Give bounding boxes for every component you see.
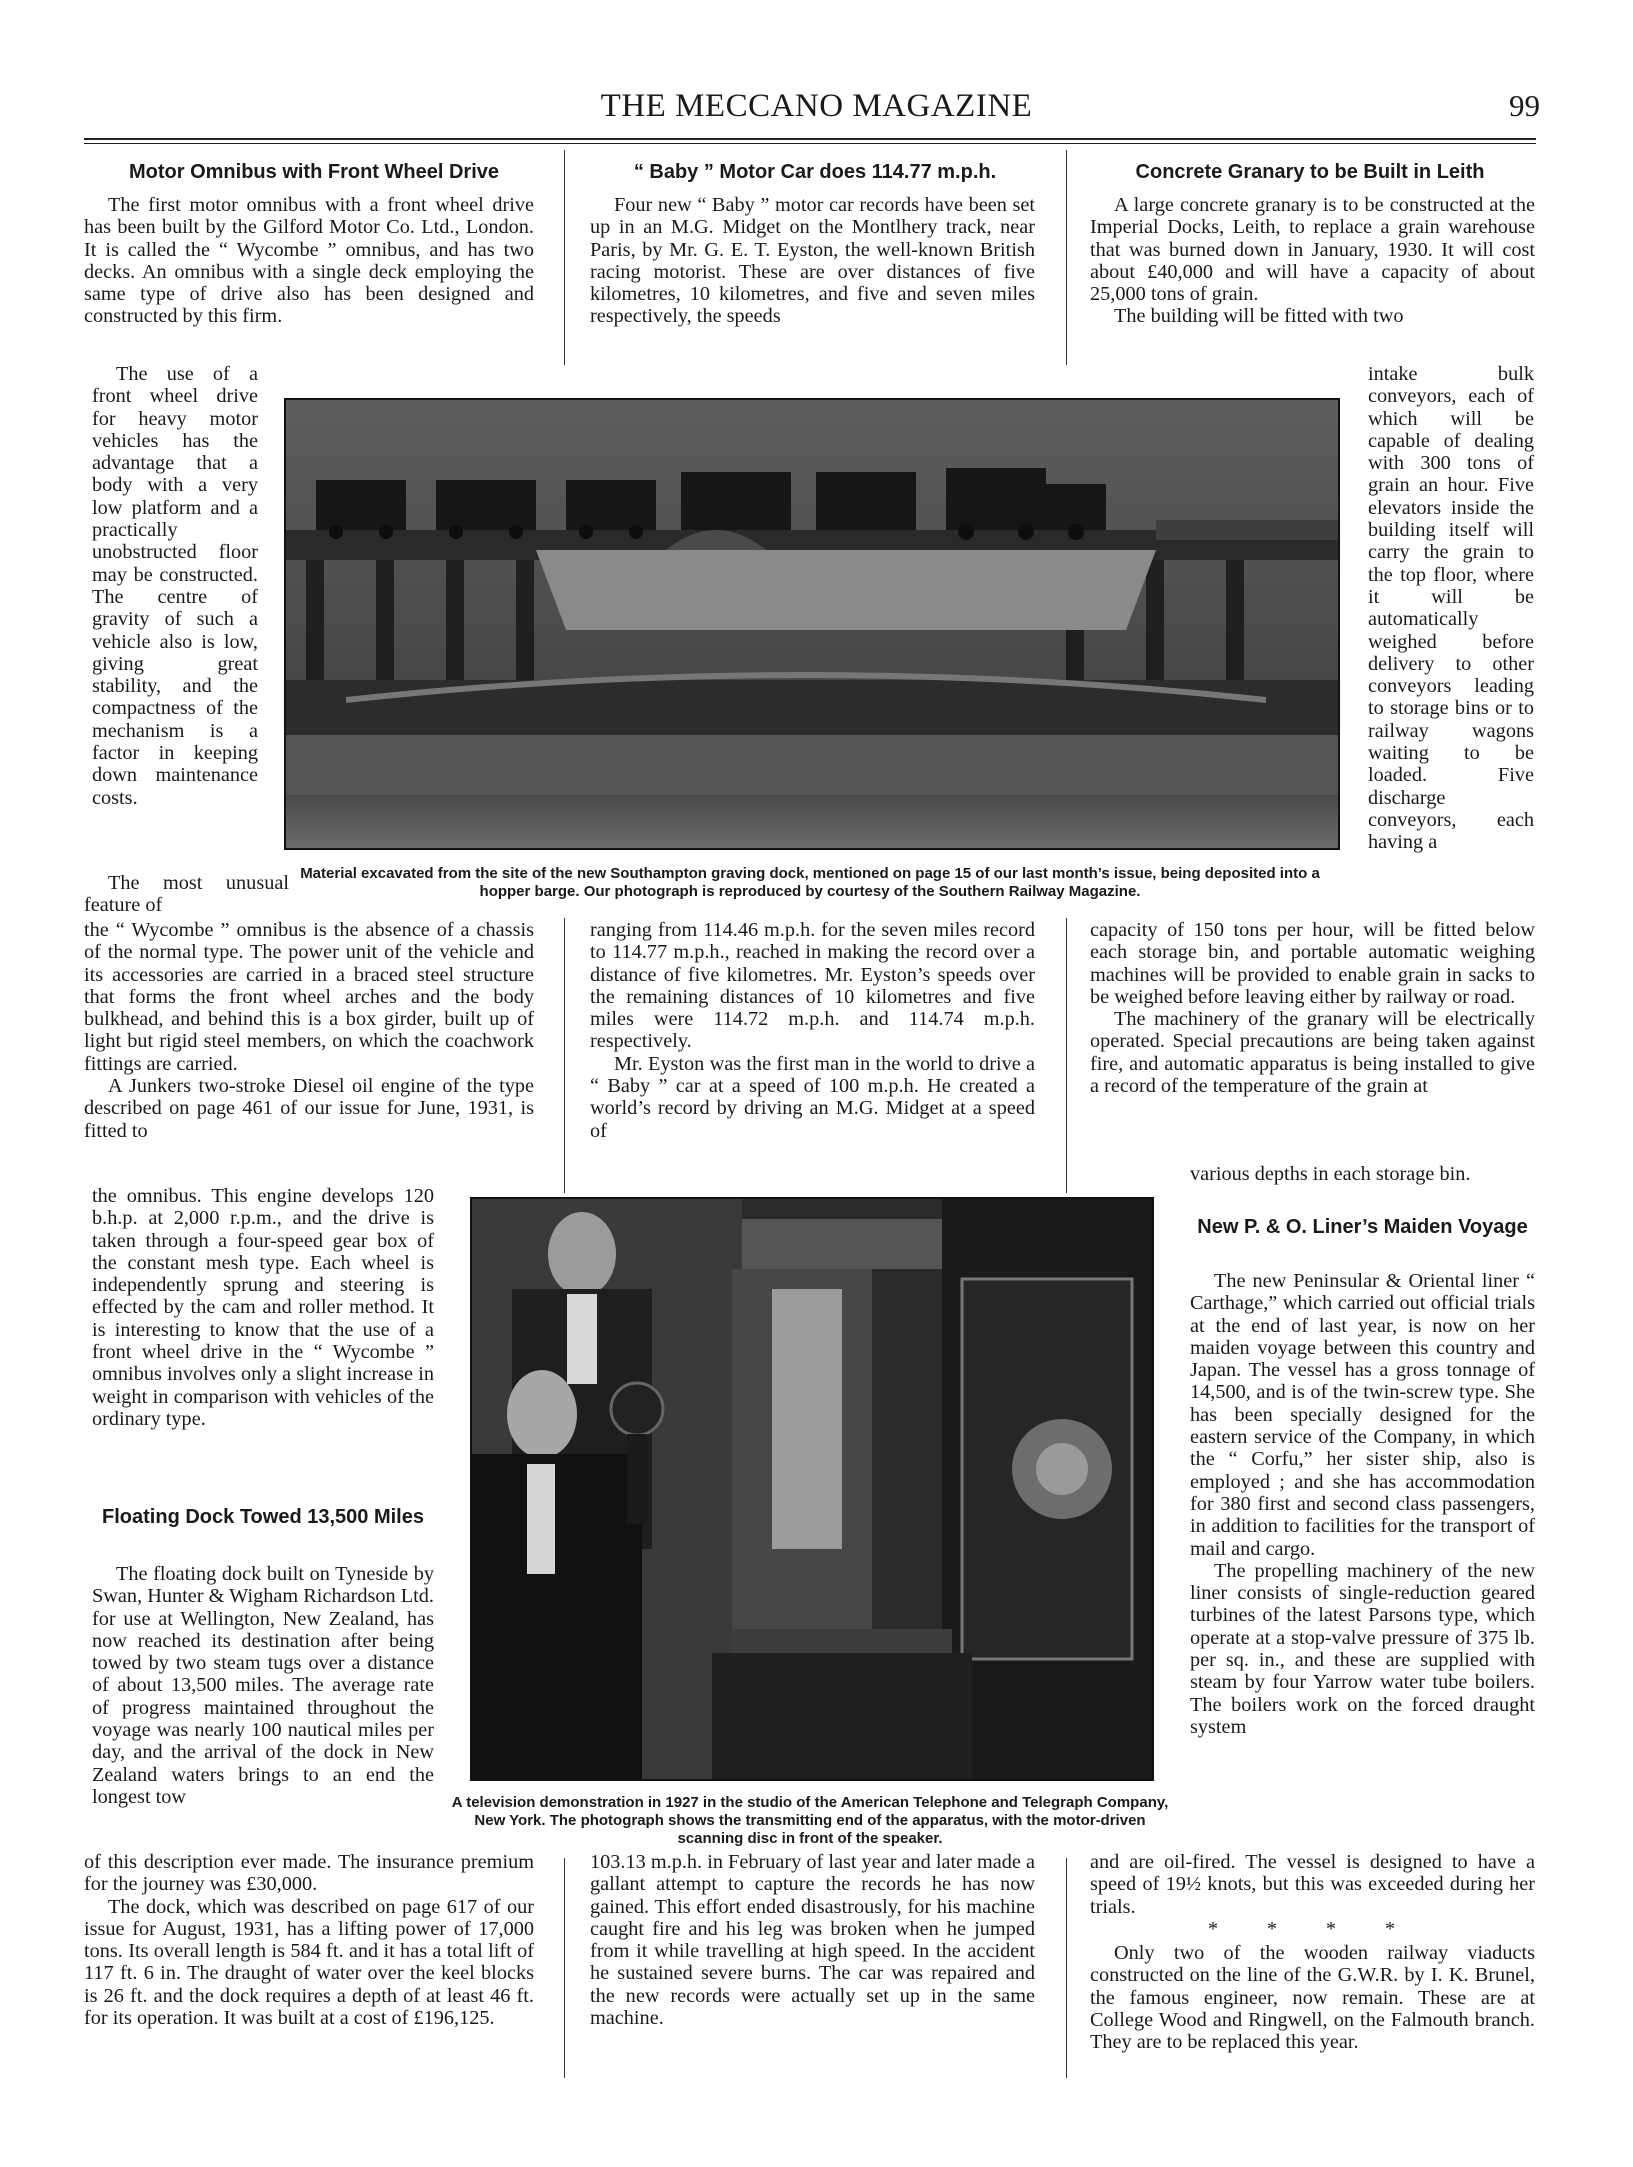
baby-car-intro (590, 194, 1035, 328)
granary-intro (1090, 194, 1535, 328)
granary-body (1090, 919, 1535, 1097)
omnibus-paragraph: The use of a front wheel drive for heavy motor vehicles has the advantage that a body with a very low platform and a practically unobstructed floor may be constructed. The centre of gravity of such a vehicle also is low, giving great stability, and the compactness of the mechanism is a factor in keeping down maintenance costs. (92, 363, 258, 809)
baby-car-paragraph: ranging from 114.46 m.p.h. for the seven miles record to 114.77 m.p.h., reached in making the record over a distance of five kilometres. Mr. Eyston’s speeds over the remaining distances of 10 kilometres and five miles were 114.72 m.p.h. and 114.74 m.p.h. respectively. (590, 919, 1035, 1053)
granary-paragraph: capacity of 150 tons per hour, will be fitted below each storage bin, and portable automatic weighing machines will be provided to enable grain in sacks to be weighed before leaving either by railway or road. (1090, 919, 1535, 1008)
liner-paragraph: The new Peninsular & Oriental liner “ Carthage,” which carried out official trials at the end of last year, is now on her maiden voyage between this country and Japan. The vessel has a gross tonnage of 14,500, and is of the twin-screw type. She has been specially designed for the eastern service of the Company, in which the “ Corfu,” her sister ship, also is employed ; and she has accommodation for 380 first and second class passengers, in addition to facilities for the transport of mail and cargo. (1190, 1270, 1535, 1560)
viaducts-paragraph: Only two of the wooden railway viaducts constructed on the line of the G.W.R. by I. K. Brunel, the famous engineer, now remain. These are at College Wood and Ringwell, on the Falmouth branch. They are to be replaced this year. (1090, 1942, 1535, 2054)
omnibus-paragraph: the “ Wycombe ” omnibus is the absence of a chassis of the normal type. The power unit of the vehicle and its accessories are carried in a braced steel structure that forms the front wheel arches and the body bulkhead, and behind this is a box girder, built up of light but rigid steel members, on which the coachwork fittings are carried. (84, 919, 534, 1075)
column-rule (1066, 150, 1067, 365)
omnibus-heading: Motor Omnibus with Front Wheel Drive (129, 161, 499, 183)
baby-car-heading: “ Baby ” Motor Car does 114.77 m.p.h. (633, 161, 997, 183)
hopper-barge-photo (284, 398, 1340, 850)
baby-car-paragraph: Mr. Eyston was the first man in the world to drive a “ Baby ” car at a speed of 100 m.p.h. He created a world’s record by driving an M.G. Midget at a speed of (590, 1052, 1035, 1142)
omnibus-intro (84, 194, 534, 328)
omnibus-narrow-text (92, 363, 258, 809)
granary-narrow-text-2 (1190, 1163, 1535, 1185)
masthead: THE MECCANO MAGAZINE (600, 88, 1033, 124)
liner-paragraph: and are oil-fired. The vessel is designed to have a speed of 19½ knots, but this was exceeded during her trials. (1090, 1851, 1535, 1918)
column-rule (564, 1858, 565, 2078)
dock-paragraph: The floating dock built on Tyneside by Swan, Hunter & Wigham Richardson Ltd. for use at Wellington, New Zealand, has now reached its destination after being towed by two steam tugs over a distance of about 13,500 miles. The average rate of progress maintained throughout the voyage was nearly 100 nautical miles per day, and the arrival of the dock in New Zealand waters brings to an end the longest tow (92, 1563, 434, 1808)
liner-narrow-text (1190, 1270, 1535, 1738)
baby-car-paragraph: 103.13 m.p.h. in February of last year and later made a gallant attempt to capture the records he has now gained. This effort ended disastrously, for his machine caught fire and his leg was broken when he jumped from it while travelling at high speed. In the accident he sustained severe burns. The car was repaired and the new records were actually set up in the same machine. (590, 1851, 1035, 2030)
column-rule (1066, 918, 1067, 1193)
dock-paragraph: of this description ever made. The insurance premium for the journey was £30,000. (84, 1851, 534, 1896)
header-rule-thin (84, 143, 1536, 144)
omnibus-paragraph: A Junkers two-stroke Diesel oil engine of the type described on page 461 of our issue for June, 1931, is fitted to (84, 1075, 534, 1142)
page-number: 99 (1509, 88, 1540, 123)
column-rule (564, 150, 565, 365)
granary-heading: Concrete Granary to be Built in Leith (1135, 161, 1485, 183)
dock-body (84, 1851, 534, 2029)
baby-car-body (590, 919, 1035, 1142)
dock-narrow-text (92, 1563, 434, 1808)
granary-paragraph: The machinery of the granary will be electrically operated. Special precautions are being taken against fire, and automatic apparatus is being installed to give a record of the temperature of the grain at (1090, 1008, 1535, 1098)
header-rule (84, 138, 1536, 140)
granary-paragraph: various depths in each storage bin. (1190, 1163, 1471, 1185)
liner-body (1090, 1851, 1535, 1918)
viaducts-text (1090, 1942, 1535, 2053)
dock-paragraph: The dock, which was described on page 617 of our issue for August, 1931, has a lifting power of 17,000 tons. Its overall length is 584 ft. and it has a total lift of 117 ft. 6 in. The draught of water over the keel blocks is 26 ft. and the dock requires a depth of at least 46 ft. for its operation. It was built at a cost of £196,125. (84, 1895, 534, 2030)
baby-car-paragraph: Four new “ Baby ” motor car records have been set up in an M.G. Midget on the Montlhery track, near Paris, by Mr. G. E. T. Eyston, the well-known British racing motorist. These are over distances of five kilometres, 10 kilometres, and five and seven miles respectively, the speeds (590, 194, 1035, 328)
granary-paragraph: intake bulk conveyors, each of which will be capable of dealing with 300 tons of grain an hour. Five elevators inside the building itself will carry the grain to the top floor, where it will be automatically weighed before delivery to other conveyors leading to storage bins or to railway wagons waiting to be loaded. Five discharge conveyors, each having a (1368, 363, 1534, 854)
dock-heading: Floating Dock Towed 13,500 Miles (102, 1506, 424, 1528)
column-rule (1066, 1858, 1067, 2078)
liner-paragraph: The propelling machinery of the new liner consists of single-reduction geared turbines of the latest Parsons type, which operate at a stop-valve pressure of 375 lb. per sq. in., and these are supplied with steam by four Yarrow water tube boilers. The boilers work on the forced draught system (1190, 1559, 1535, 1738)
column-rule (564, 918, 565, 1193)
hopper-barge-illustration (286, 400, 1338, 848)
omnibus-narrow-text-2 (84, 872, 289, 917)
hopper-barge-caption: Material excavated from the site of the new Southampton graving dock, mentioned on page 15 of our last month’s issue, being deposited into a hopper barge. Our photograph is reproduced by courtesy of the Southern Railway Magazine. (300, 865, 1320, 900)
granary-paragraph: A large concrete granary is to be constructed at the Imperial Docks, Leith, to replace a grain warehouse that was burned down in January, 1930. It will cost about £40,000 and will have a capacity of about 25,000 tons of grain. (1090, 194, 1535, 306)
omnibus-paragraph: The most unusual feature of (84, 872, 289, 917)
section-stars: * * * * (1208, 1918, 1417, 1940)
granary-narrow-text (1368, 363, 1534, 854)
baby-car-body-2 (590, 1851, 1035, 2029)
omnibus-paragraph: The first motor omnibus with a front wheel drive has been built by the Gilford Motor Co. Ltd., London. It is called the “ Wycombe ” omnibus, and has two decks. An omnibus with a single deck employing the same type of drive also has been designed and constructed by this firm. (84, 194, 534, 328)
granary-paragraph: The building will be fitted with two (1114, 305, 1404, 328)
liner-heading: New P. & O. Liner’s Maiden Voyage (1197, 1216, 1528, 1238)
television-demonstration-illustration (472, 1199, 1152, 1779)
television-demonstration-caption: A television demonstration in 1927 in the studio of the American Telephone and Telegraph Company, New York. The photograph shows the transmitting end of the apparatus, with the motor-driven scanning disc in front of the speaker. (451, 1794, 1169, 1847)
omnibus-body-narrow (92, 1185, 434, 1430)
television-demonstration-photo (470, 1197, 1154, 1781)
omnibus-paragraph: the omnibus. This engine develops 120 b.h.p. at 2,000 r.p.m., and the drive is taken through a four-speed gear box of the constant mesh type. Each wheel is independently sprung and steering is effected by the cam and roller method. It is interesting to know that the use of a front wheel drive in the “ Wycombe ” omnibus involves only a slight increase in weight in comparison with vehicles of the ordinary type. (92, 1185, 434, 1430)
omnibus-body (84, 919, 534, 1142)
